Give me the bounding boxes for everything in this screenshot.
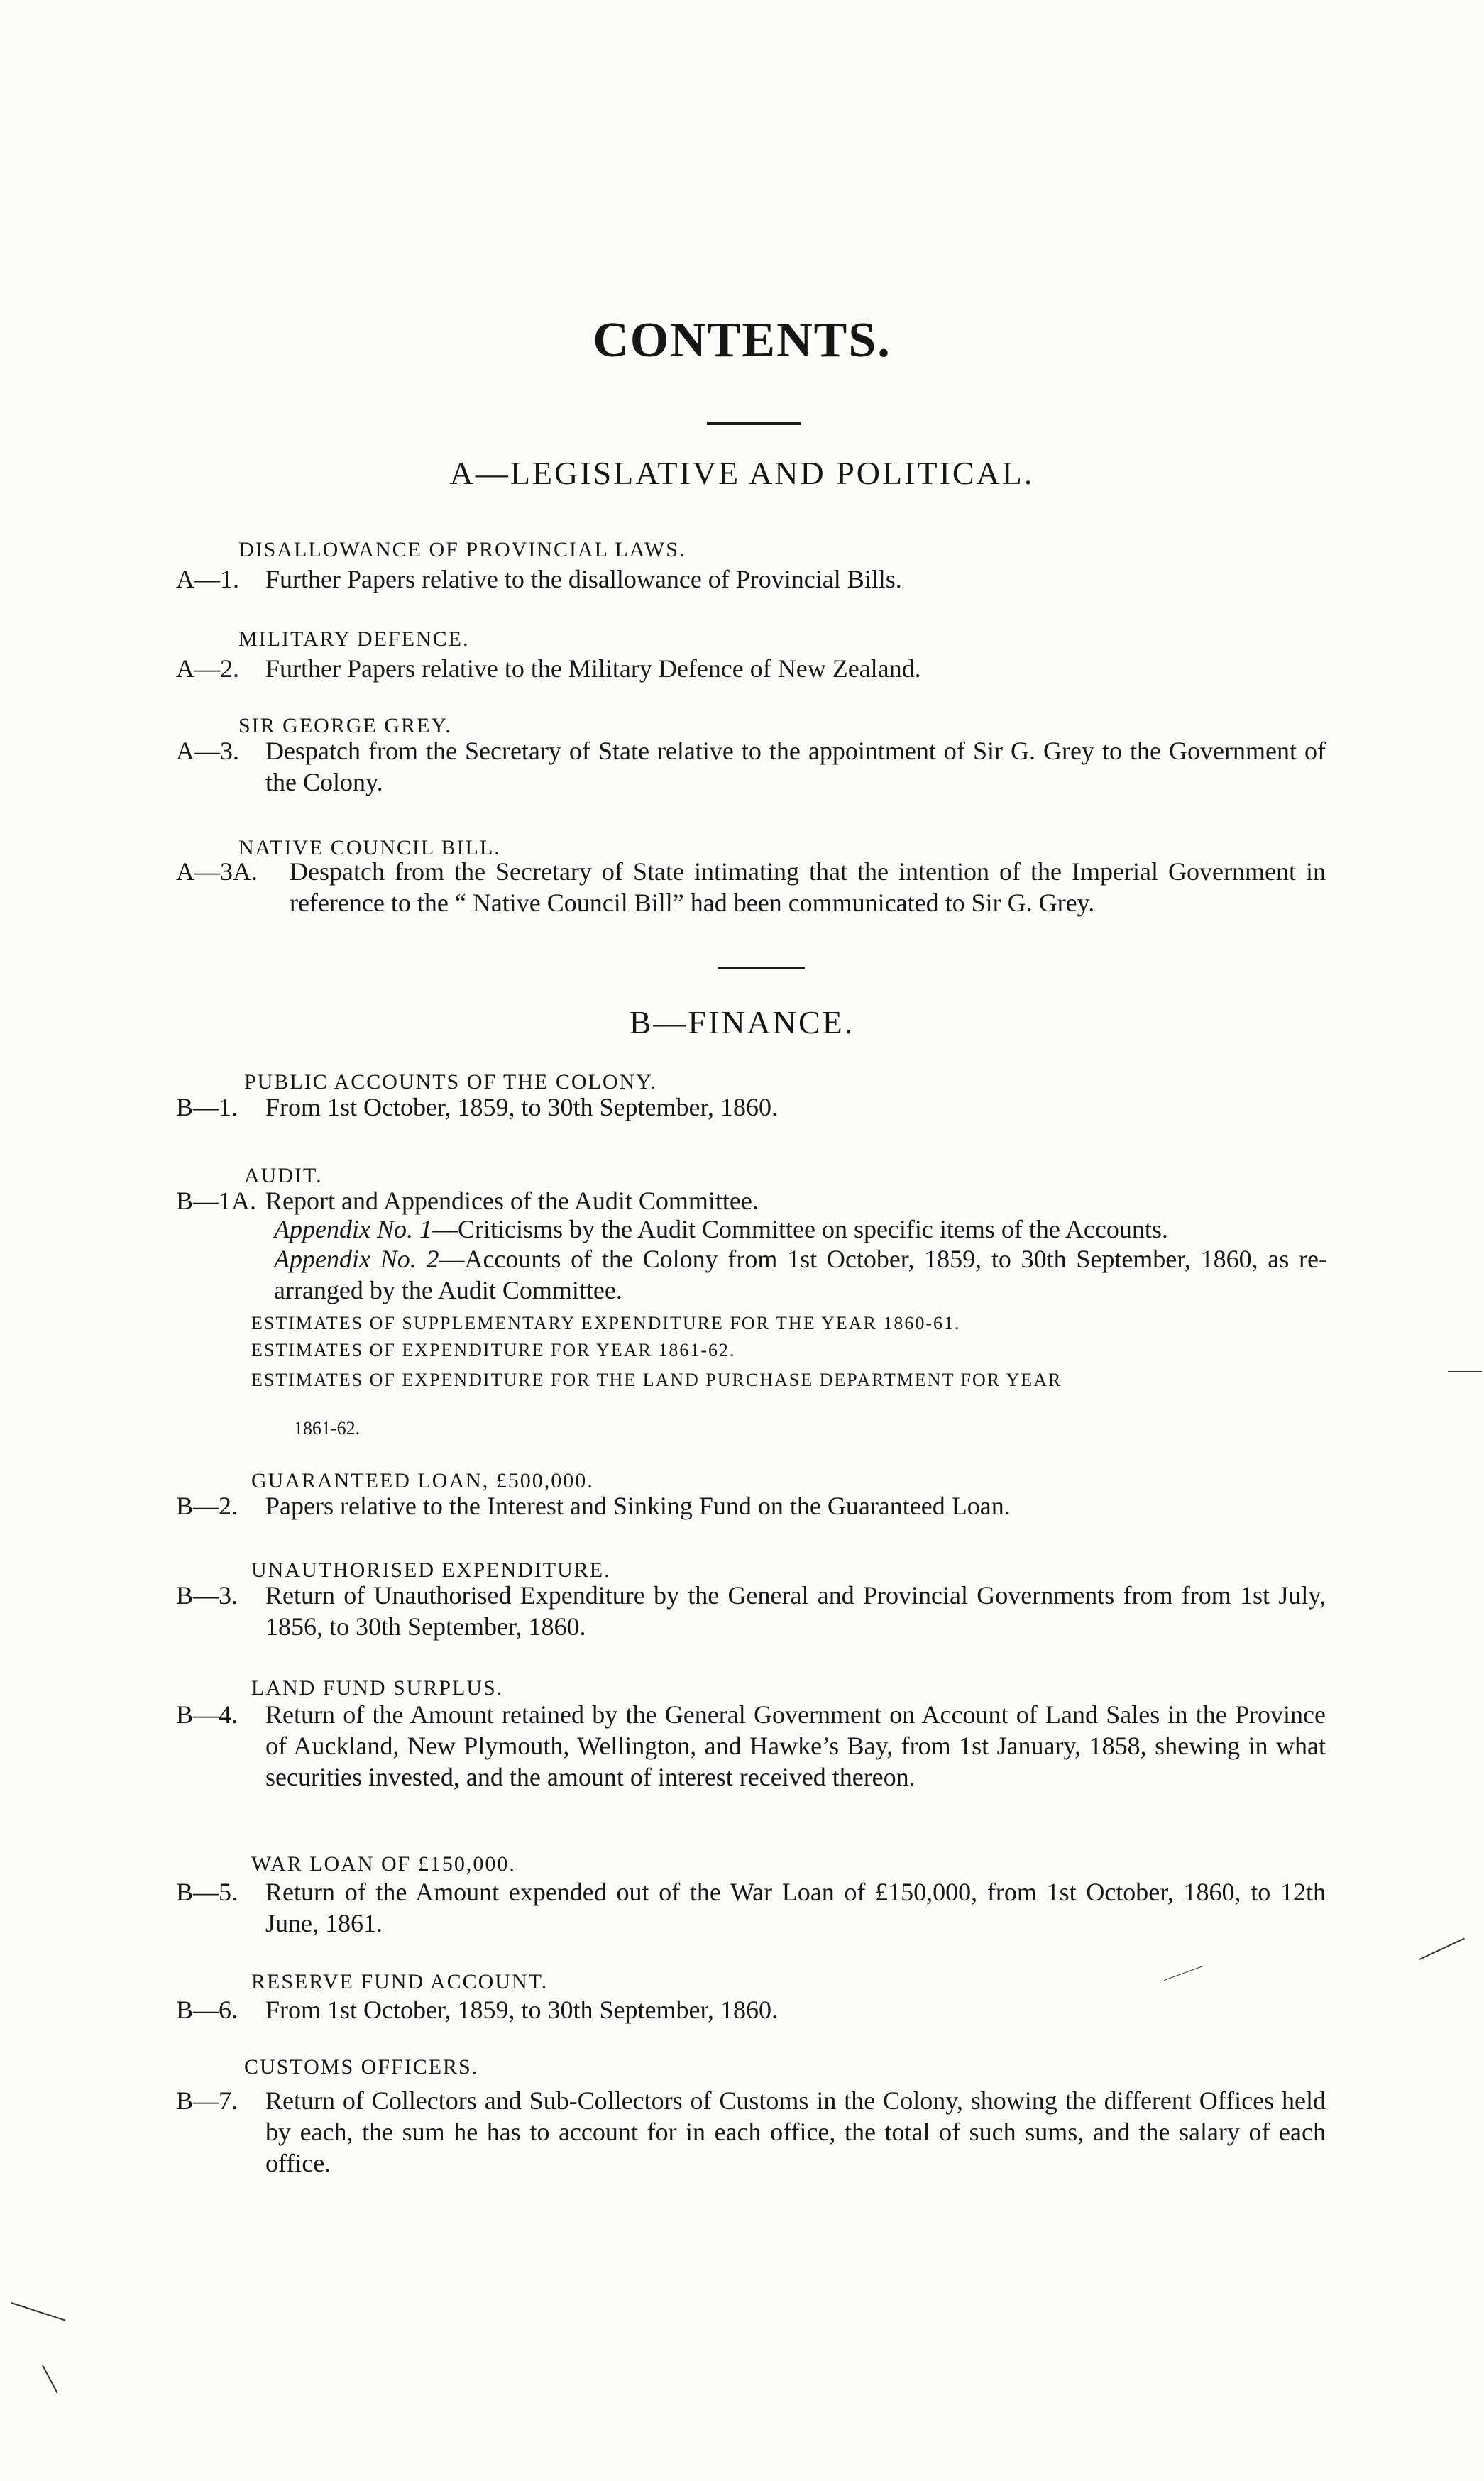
entry-text: Further Papers relative to the disallowance of Provincial Bills. (265, 565, 902, 593)
entry-a-1 (176, 563, 1326, 595)
margin-mark (1164, 1966, 1204, 1981)
subheading-audit: AUDIT. (244, 1164, 323, 1187)
estimates-land-purchase: ESTIMATES OF EXPENDITURE FOR THE LAND PURCHASE DEPARTMENT FOR YEAR (251, 1370, 1062, 1390)
subheading-customs-officers: CUSTOMS OFFICERS. (244, 2055, 479, 2079)
entry-b-6 (176, 1994, 1326, 2025)
subheading-disallowance: DISALLOWANCE OF PROVINCIAL LAWS. (238, 538, 686, 561)
appendix-label: Appendix No. 2 (274, 1245, 439, 1273)
subheading-military-defence: MILITARY DEFENCE. (238, 627, 470, 651)
entry-b-4 (176, 1699, 1326, 1793)
subheading-war-loan: WAR LOAN OF £150,000. (251, 1852, 516, 1876)
entry-text: Further Papers relative to the Military Defence of New Zealand. (265, 654, 921, 683)
entry-code: B—1A. (176, 1187, 257, 1215)
entry-text: Papers relative to the Interest and Sinking Fund on the Guaranteed Loan. (265, 1492, 1011, 1520)
entry-code: B—3. (176, 1581, 238, 1610)
appendix-label: Appendix No. 1 (274, 1215, 432, 1243)
subheading-public-accounts: PUBLIC ACCOUNTS OF THE COLONY. (244, 1070, 657, 1094)
appendix-text: —Criticisms by the Audit Committee on specific items of the Accounts. (432, 1215, 1168, 1243)
entry-code: B—4. (176, 1700, 238, 1729)
entry-text: Report and Appendices of the Audit Committee. (265, 1187, 759, 1215)
section-b-heading: B—FINANCE. (629, 1004, 855, 1040)
entry-text: Return of the Amount expended out of the War Loan of £150,000, from 1st October, 1860, to 12th June, 1861. (265, 1878, 1326, 1937)
entry-code: B—6. (176, 1996, 238, 2024)
appendix-2 (274, 1243, 1327, 1306)
entry-text: Despatch from the Secretary of State intimating that the intention of the Imperial Government in reference to the “ Native Council Bill” had been communicated to Sir G. Grey. (290, 857, 1326, 917)
entry-code: A—3A. (176, 857, 258, 886)
section-rule (718, 967, 805, 969)
title-rule (707, 422, 801, 425)
entry-text: From 1st October, 1859, to 30th September, 1860. (265, 1093, 779, 1121)
entry-code: A—3. (176, 737, 239, 765)
subheading-unauthorised-expenditure: UNAUTHORISED EXPENDITURE. (251, 1558, 611, 1582)
entry-code: A—2. (176, 654, 239, 683)
subheading-sir-george-grey: SIR GEORGE GREY. (238, 714, 452, 737)
entry-text: Return of Unauthorised Expenditure by the General and Provincial Governments from from 1st July, 1856, to 30th September, 1860. (265, 1581, 1326, 1641)
entry-b-3 (176, 1580, 1326, 1642)
entry-a-3 (176, 735, 1326, 798)
entry-b-1a (176, 1185, 1326, 1216)
margin-mark (42, 2365, 57, 2394)
entry-a-3a (176, 856, 1326, 918)
entry-text: Return of Collectors and Sub-Collectors of Customs in the Colony, showing the different Offices held by each, the sum he has to account for in each office, the total of such sums, and the salary of each office. (265, 2086, 1326, 2177)
entry-code: B—1. (176, 1093, 238, 1121)
appendix-text: —Accounts of the Colony from 1st October, 1859, to 30th September, 1860, as re-arranged by the Audit Committee. (274, 1245, 1327, 1304)
entry-b-2 (176, 1490, 1326, 1522)
subheading-reserve-fund: RESERVE FUND ACCOUNT. (251, 1970, 549, 1993)
entry-a-2 (176, 653, 1326, 684)
entry-code: B—7. (176, 2086, 238, 2115)
estimates-supplementary: ESTIMATES OF SUPPLEMENTARY EXPENDITURE FOR THE YEAR 1860-61. (251, 1313, 961, 1333)
entry-b-1 (176, 1091, 1326, 1123)
entry-b-7 (176, 2085, 1326, 2179)
entry-text: From 1st October, 1859, to 30th September, 1860. (265, 1996, 779, 2024)
entry-code: B—5. (176, 1878, 238, 1906)
margin-mark (1448, 1371, 1482, 1372)
entry-text: Return of the Amount retained by the General Government on Account of Land Sales in the Province of Auckland, New Plymouth, Wellington, and Hawke’s Bay, from 1st January, 1858, shewing in what securities invested, and the amount of interest received thereon. (265, 1700, 1326, 1791)
estimates-expenditure: ESTIMATES OF EXPENDITURE FOR YEAR 1861-62. (251, 1340, 736, 1360)
subheading-land-fund-surplus: LAND FUND SURPLUS. (251, 1676, 504, 1700)
entry-text: Despatch from the Secretary of State relative to the appointment of Sir G. Grey to the Government of the Colony. (265, 737, 1326, 796)
subheading-guaranteed-loan: GUARANTEED LOAN, £500,000. (251, 1469, 594, 1492)
margin-mark (11, 2302, 66, 2321)
page-title: CONTENTS. (593, 313, 891, 368)
entry-code: B—2. (176, 1492, 238, 1520)
section-a-heading: A—LEGISLATIVE AND POLITICAL. (449, 455, 1035, 491)
estimates-land-purchase-year: 1861-62. (294, 1418, 361, 1438)
margin-mark (1419, 1938, 1465, 1960)
entry-b-5 (176, 1876, 1326, 1939)
appendix-1 (274, 1214, 1327, 1245)
entry-code: A—1. (176, 565, 239, 593)
subheading-native-council-bill: NATIVE COUNCIL BILL. (238, 836, 501, 859)
